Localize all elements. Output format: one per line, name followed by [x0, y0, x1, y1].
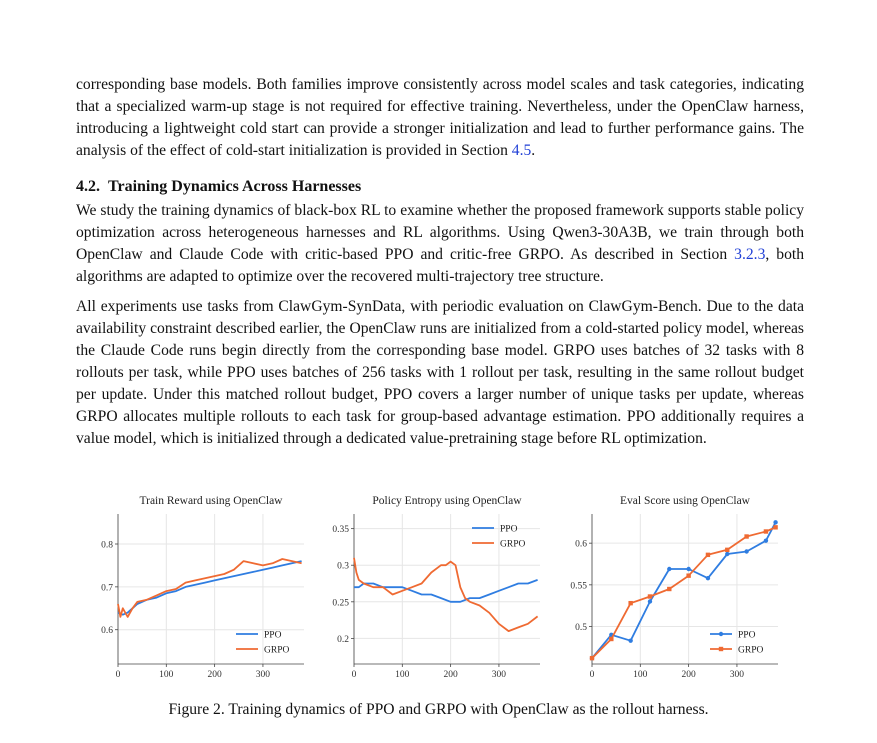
data-point-grpo — [764, 529, 768, 533]
legend-label-ppo: PPO — [500, 524, 518, 535]
x-tick-label: 100 — [395, 670, 410, 680]
series-line-grpo — [354, 558, 538, 631]
y-tick-label: 0.55 — [570, 581, 587, 592]
plot-eval-score — [550, 490, 790, 680]
legend-label-grpo: GRPO — [500, 539, 526, 550]
policy-entropy-chart — [312, 490, 552, 680]
plot-policy-entropy — [312, 490, 552, 680]
x-tick-label: 100 — [633, 670, 648, 680]
data-point-grpo — [744, 534, 748, 538]
legend-marker-grpo — [719, 647, 723, 651]
data-point-grpo — [628, 601, 632, 605]
legend-label-ppo: PPO — [738, 630, 756, 641]
data-point-grpo — [648, 594, 652, 598]
section-title: Training Dynamics Across Harnesses — [108, 178, 362, 195]
intro-end: . — [531, 142, 536, 159]
eval-score-chart — [550, 490, 790, 680]
legend-label-grpo: GRPO — [264, 645, 290, 656]
data-point-ppo — [725, 552, 729, 556]
series-line-ppo — [354, 580, 538, 602]
plot-train-reward — [76, 490, 316, 680]
section-link-3-2-3[interactable]: 3.2.3 — [734, 246, 766, 263]
data-point-grpo — [725, 548, 729, 552]
y-tick-label: 0.6 — [101, 626, 113, 637]
data-point-ppo — [744, 549, 748, 553]
data-point-ppo — [764, 538, 768, 542]
x-tick-label: 300 — [255, 670, 271, 680]
y-tick-label: 0.35 — [332, 525, 349, 536]
data-point-grpo — [667, 587, 671, 591]
x-tick-label: 0 — [115, 670, 121, 680]
data-point-ppo — [686, 567, 690, 571]
y-tick-label: 0.25 — [332, 598, 349, 609]
legend-label-grpo: GRPO — [738, 645, 764, 656]
paragraph-1 — [76, 200, 804, 288]
chart-title: Policy Entropy using OpenClaw — [372, 495, 522, 507]
data-point-ppo — [706, 576, 710, 580]
intro-paragraph — [76, 74, 804, 162]
y-tick-label: 0.6 — [575, 539, 587, 550]
legend-marker-ppo — [719, 632, 723, 636]
data-point-ppo — [628, 638, 632, 642]
section-link-4-5[interactable]: 4.5 — [511, 142, 532, 159]
series-line-ppo — [118, 561, 302, 615]
x-tick-label: 300 — [491, 670, 507, 680]
data-point-grpo — [590, 656, 594, 660]
data-point-ppo — [773, 520, 777, 524]
y-tick-label: 0.3 — [337, 561, 349, 572]
chart-title: Train Reward using OpenClaw — [139, 495, 283, 507]
data-point-ppo — [667, 567, 671, 571]
section-heading — [76, 176, 804, 198]
data-point-grpo — [609, 637, 613, 641]
y-tick-label: 0.8 — [101, 540, 113, 551]
x-tick-label: 200 — [443, 670, 458, 680]
intro-text: corresponding base models. Both families improve consistently across model scales and task categories, indicating that a specialized warm-up stage is not required for effective training. Nevertheless, under the OpenClaw harness, introducing a lightweight cold start can provide a stronger initialization and lead to further performance gains. The analysis of the effect of cold-start initialization is provided in Section — [76, 76, 804, 159]
train-reward-chart — [76, 490, 316, 680]
legend-label-ppo: PPO — [264, 630, 282, 641]
y-tick-label: 0.5 — [575, 623, 587, 633]
para1-end: , both algorithms are adapted to optimize over the recovered multi-trajectory tree structure. — [76, 246, 804, 285]
x-tick-label: 300 — [729, 670, 745, 680]
figure-caption: Figure 2. Training dynamics of PPO and GRPO with OpenClaw as the rollout harness. — [168, 701, 709, 718]
x-tick-label: 200 — [681, 670, 696, 680]
paper-body — [76, 74, 804, 450]
section-number: 4.2. — [76, 178, 100, 195]
data-point-grpo — [706, 553, 710, 557]
figure-2 — [0, 490, 877, 680]
x-tick-label: 0 — [589, 670, 595, 680]
y-tick-label: 0.2 — [337, 634, 349, 645]
paragraph-2: All experiments use tasks from ClawGym-SynData, with periodic evaluation on ClawGym-Bench. Due to the data availability constraint described earlier, the OpenClaw runs are initialized from a cold-started policy model, whereas the Claude Code runs begin directly from the corresponding base model. GRPO uses batches of 32 tasks with 8 rollouts per task, while PPO uses batches of 256 tasks with 1 rollout per task, resulting in the same rollout budget per update. Under this matched rollout budget, PPO covers a larger number of unique tasks per update, whereas GRPO allocates multiple rollouts to each task for group-based advantage estimation. PPO additionally requires a value model, which is initialized through a dedicated value-pretraining stage before RL optimization. — [76, 298, 804, 447]
data-point-ppo — [648, 599, 652, 603]
data-point-grpo — [686, 573, 690, 577]
chart-title: Eval Score using OpenClaw — [620, 495, 750, 507]
x-tick-label: 0 — [351, 670, 357, 680]
data-point-grpo — [773, 525, 777, 529]
y-tick-label: 0.7 — [101, 583, 113, 594]
para1-text: We study the training dynamics of black-box RL to examine whether the proposed framework supports stable policy optimization across heterogeneous harnesses and RL algorithms. Using Qwen3-30A3B, we train through both OpenClaw and Claude Code with critic-based PPO and critic-free GRPO. As described in Section — [76, 202, 804, 263]
x-tick-label: 100 — [159, 670, 174, 680]
x-tick-label: 200 — [207, 670, 222, 680]
